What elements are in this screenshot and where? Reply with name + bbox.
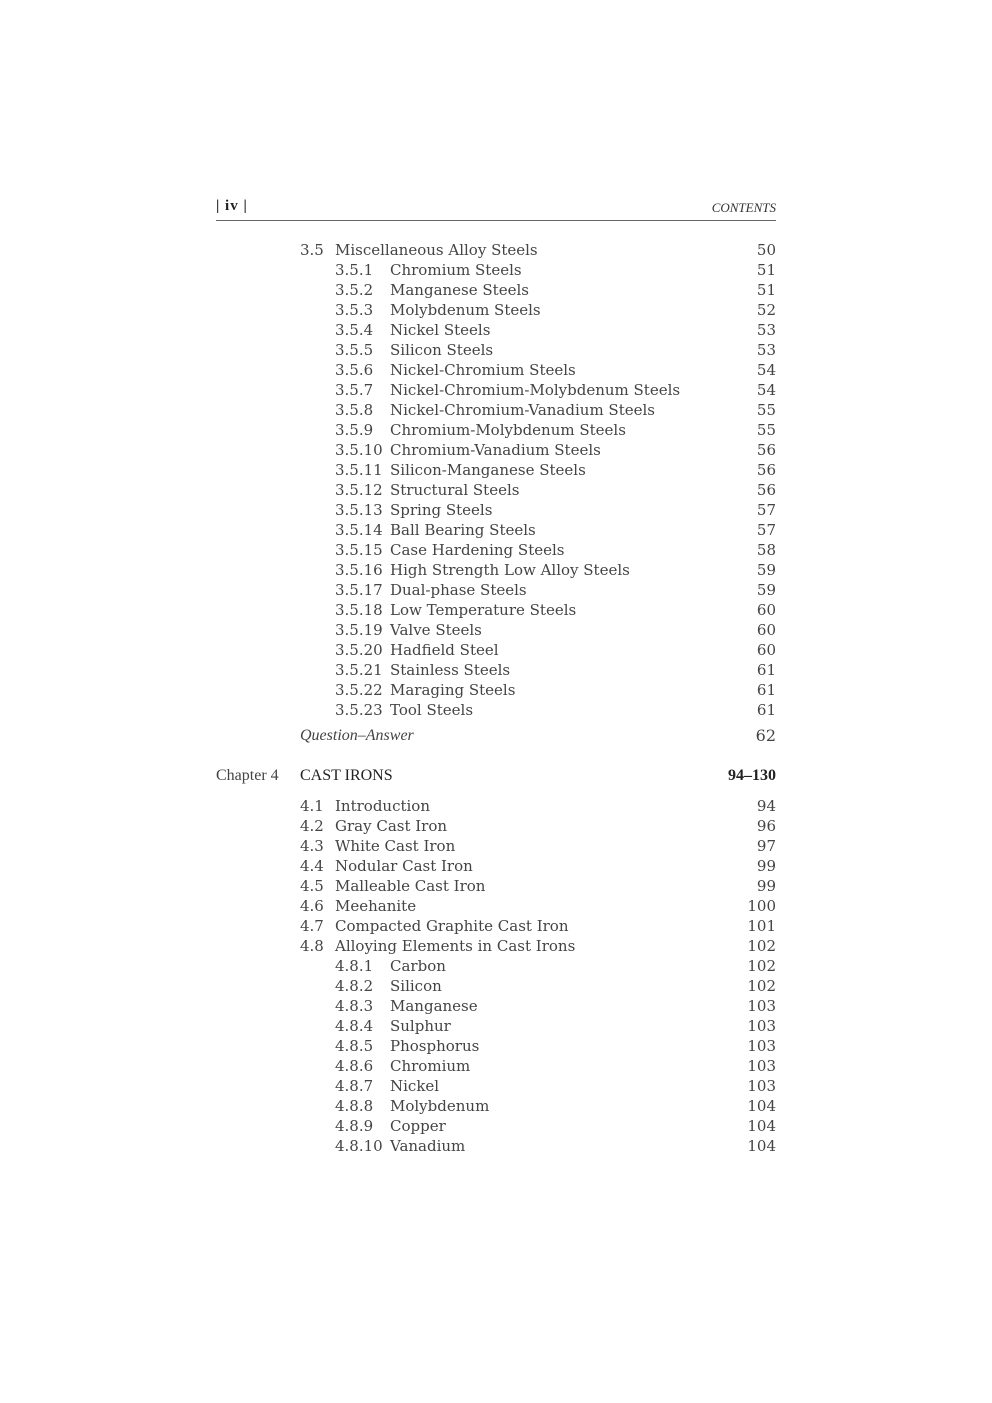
toc-entry xyxy=(0,996,776,1016)
subsection-number: 3.5.18 xyxy=(335,601,383,619)
page-header xyxy=(216,198,776,218)
section-number: 4.5 xyxy=(300,877,324,895)
page-ref: 57 xyxy=(756,501,776,519)
toc-entry xyxy=(0,1016,776,1036)
subsection-number: 3.5.3 xyxy=(335,301,374,319)
page-ref: 99 xyxy=(756,857,776,875)
toc-entry xyxy=(0,1116,776,1136)
qa-title: Question–Answer xyxy=(300,727,414,744)
page-ref: 103 xyxy=(747,1077,776,1095)
page-ref: 102 xyxy=(747,957,776,975)
subsection-number: 3.5.15 xyxy=(335,541,383,559)
toc-entry xyxy=(0,380,776,400)
subsection-title: Maraging Steels xyxy=(390,681,516,699)
subsection-number: 4.8.1 xyxy=(335,957,374,975)
subsection-title: Nickel-Chromium-Vanadium Steels xyxy=(390,401,655,419)
toc-entry xyxy=(0,876,776,896)
page-ref: 102 xyxy=(747,937,776,955)
subsection-title: Valve Steels xyxy=(390,621,482,639)
page-ref: 99 xyxy=(756,877,776,895)
page-ref: 58 xyxy=(756,541,776,559)
section-title: Alloying Elements in Cast Irons xyxy=(335,937,576,955)
toc-entry xyxy=(0,240,776,260)
subsection-title: Dual-phase Steels xyxy=(390,581,527,599)
page-ref: 54 xyxy=(756,381,776,399)
chapter-label: Chapter 4 xyxy=(216,767,279,784)
page-ref: 100 xyxy=(747,897,776,915)
toc-entry xyxy=(0,560,776,580)
page-ref: 60 xyxy=(756,641,776,659)
section-number: 4.7 xyxy=(300,917,324,935)
page-ref: 56 xyxy=(756,441,776,459)
toc-entry xyxy=(0,460,776,480)
page-ref: 60 xyxy=(756,621,776,639)
section-number: 4.2 xyxy=(300,817,324,835)
subsection-number: 3.5.8 xyxy=(335,401,374,419)
chapter-title: CAST IRONS xyxy=(300,767,393,784)
toc-entry xyxy=(0,816,776,836)
subsection-number: 3.5.10 xyxy=(335,441,383,459)
running-title: CONTENTS xyxy=(711,200,776,215)
toc-entry xyxy=(0,796,776,816)
section-title: Malleable Cast Iron xyxy=(335,877,486,895)
toc-entry xyxy=(0,540,776,560)
toc-entry xyxy=(0,620,776,640)
toc-entry xyxy=(0,600,776,620)
toc-entry xyxy=(0,1036,776,1056)
page-ref: 52 xyxy=(756,301,776,319)
toc-entry xyxy=(0,1096,776,1116)
toc-entry xyxy=(0,956,776,976)
subsection-number: 3.5.2 xyxy=(335,281,374,299)
toc-entry xyxy=(0,1076,776,1096)
page-ref: 55 xyxy=(756,421,776,439)
subsection-title: Manganese Steels xyxy=(390,281,529,299)
subsection-title: Chromium Steels xyxy=(390,261,522,279)
toc-entry xyxy=(0,896,776,916)
toc-entry xyxy=(0,660,776,680)
subsection-number: 3.5.4 xyxy=(335,321,374,339)
toc-entry xyxy=(0,280,776,300)
subsection-title: Phosphorus xyxy=(390,1037,480,1055)
toc-entry xyxy=(0,1136,776,1156)
subsection-number: 4.8.6 xyxy=(335,1057,374,1075)
section-title: Miscellaneous Alloy Steels xyxy=(335,241,538,259)
subsection-title: Structural Steels xyxy=(390,481,520,499)
page-ref: 56 xyxy=(756,481,776,499)
section-title: Nodular Cast Iron xyxy=(335,857,473,875)
subsection-number: 3.5.1 xyxy=(335,261,374,279)
subsection-number: 3.5.21 xyxy=(335,661,383,679)
chapter-pages: 94–130 xyxy=(728,767,776,784)
page-ref: 53 xyxy=(756,321,776,339)
subsection-title: Ball Bearing Steels xyxy=(390,521,536,539)
page-ref: 101 xyxy=(747,917,776,935)
page-ref: 103 xyxy=(747,1057,776,1075)
toc-entry xyxy=(0,360,776,380)
subsection-title: Case Hardening Steels xyxy=(390,541,565,559)
page-ref: 96 xyxy=(756,817,776,835)
page-ref: 51 xyxy=(756,261,776,279)
page-ref: 104 xyxy=(747,1137,776,1155)
subsection-title: Nickel-Chromium Steels xyxy=(390,361,576,379)
subsection-title: Tool Steels xyxy=(390,701,474,719)
subsection-number: 3.5.7 xyxy=(335,381,374,399)
toc-entry xyxy=(0,680,776,700)
page-ref: 61 xyxy=(756,701,776,719)
subsection-number: 3.5.12 xyxy=(335,481,383,499)
toc-entry xyxy=(0,916,776,936)
subsection-number: 4.8.7 xyxy=(335,1077,374,1095)
page-ref: 59 xyxy=(756,581,776,599)
subsection-title: Chromium-Molybdenum Steels xyxy=(390,421,626,439)
toc-entry xyxy=(0,480,776,500)
toc-entry xyxy=(0,260,776,280)
subsection-number: 4.8.2 xyxy=(335,977,374,995)
toc-entry xyxy=(0,640,776,660)
section-number: 4.4 xyxy=(300,857,324,875)
page-ref: 102 xyxy=(747,977,776,995)
toc-entry xyxy=(0,340,776,360)
toc-entry xyxy=(0,420,776,440)
page-ref: 50 xyxy=(756,241,776,259)
subsection-title: Vanadium xyxy=(390,1137,466,1155)
subsection-title: Copper xyxy=(390,1117,446,1135)
subsection-title: Silicon Steels xyxy=(390,341,494,359)
subsection-number: 4.8.10 xyxy=(335,1137,383,1155)
subsection-title: Nickel Steels xyxy=(390,321,491,339)
toc-entry xyxy=(0,976,776,996)
subsection-number: 3.5.23 xyxy=(335,701,383,719)
header-rule xyxy=(216,220,776,221)
toc-entry xyxy=(0,856,776,876)
subsection-number: 3.5.16 xyxy=(335,561,383,579)
subsection-number: 4.8.5 xyxy=(335,1037,374,1055)
chapter-heading xyxy=(0,766,776,786)
section-number: 4.3 xyxy=(300,837,324,855)
page-ref: 62 xyxy=(755,726,776,745)
page-ref: 59 xyxy=(756,561,776,579)
subsection-title: High Strength Low Alloy Steels xyxy=(390,561,630,579)
subsection-number: 4.8.8 xyxy=(335,1097,374,1115)
page-ref: 51 xyxy=(756,281,776,299)
toc-entry xyxy=(0,500,776,520)
section-number: 4.8 xyxy=(300,937,324,955)
toc-entry xyxy=(0,1056,776,1076)
subsection-number: 3.5.17 xyxy=(335,581,383,599)
subsection-title: Low Temperature Steels xyxy=(390,601,577,619)
section-title: Compacted Graphite Cast Iron xyxy=(335,917,569,935)
subsection-title: Molybdenum xyxy=(390,1097,490,1115)
page-ref: 55 xyxy=(756,401,776,419)
subsection-title: Silicon xyxy=(390,977,442,995)
section-title: Gray Cast Iron xyxy=(335,817,448,835)
subsection-title: Stainless Steels xyxy=(390,661,511,679)
toc-entry xyxy=(0,836,776,856)
subsection-number: 3.5.11 xyxy=(335,461,383,479)
subsection-title: Chromium-Vanadium Steels xyxy=(390,441,601,459)
subsection-title: Silicon-Manganese Steels xyxy=(390,461,586,479)
section-number: 4.6 xyxy=(300,897,324,915)
section-number: 3.5 xyxy=(300,241,324,259)
page-number: | iv | xyxy=(216,198,248,214)
section-title: White Cast Iron xyxy=(335,837,456,855)
toc-entry xyxy=(0,936,776,956)
subsection-number: 3.5.14 xyxy=(335,521,383,539)
subsection-number: 3.5.19 xyxy=(335,621,383,639)
page-ref: 57 xyxy=(756,521,776,539)
page-ref: 53 xyxy=(756,341,776,359)
page-ref: 103 xyxy=(747,997,776,1015)
subsection-number: 4.8.9 xyxy=(335,1117,374,1135)
subsection-number: 4.8.3 xyxy=(335,997,374,1015)
page-ref: 104 xyxy=(747,1117,776,1135)
page-ref: 56 xyxy=(756,461,776,479)
toc-entry xyxy=(0,320,776,340)
toc-entry xyxy=(0,726,776,746)
page-ref: 94 xyxy=(756,797,776,815)
page-ref: 61 xyxy=(756,681,776,699)
subsection-title: Spring Steels xyxy=(390,501,493,519)
subsection-number: 4.8.4 xyxy=(335,1017,374,1035)
toc-entry xyxy=(0,520,776,540)
subsection-title: Nickel xyxy=(390,1077,440,1095)
subsection-number: 3.5.22 xyxy=(335,681,383,699)
subsection-title: Nickel-Chromium-Molybdenum Steels xyxy=(390,381,681,399)
subsection-title: Hadfield Steel xyxy=(390,641,499,659)
page-ref: 61 xyxy=(756,661,776,679)
toc-entry xyxy=(0,440,776,460)
toc-entry xyxy=(0,580,776,600)
subsection-number: 3.5.6 xyxy=(335,361,374,379)
subsection-number: 3.5.5 xyxy=(335,341,374,359)
page-ref: 60 xyxy=(756,601,776,619)
page-ref: 103 xyxy=(747,1037,776,1055)
toc-entry xyxy=(0,400,776,420)
page-ref: 104 xyxy=(747,1097,776,1115)
toc-entry xyxy=(0,700,776,720)
subsection-number: 3.5.13 xyxy=(335,501,383,519)
section-title: Introduction xyxy=(335,797,430,815)
subsection-number: 3.5.20 xyxy=(335,641,383,659)
subsection-title: Carbon xyxy=(390,957,446,975)
section-title: Meehanite xyxy=(335,897,417,915)
page-ref: 103 xyxy=(747,1017,776,1035)
subsection-number: 3.5.9 xyxy=(335,421,374,439)
section-number: 4.1 xyxy=(300,797,324,815)
page-ref: 54 xyxy=(756,361,776,379)
toc-entry xyxy=(0,300,776,320)
subsection-title: Molybdenum Steels xyxy=(390,301,541,319)
subsection-title: Sulphur xyxy=(390,1017,451,1035)
page-ref: 97 xyxy=(756,837,776,855)
subsection-title: Manganese xyxy=(390,997,478,1015)
subsection-title: Chromium xyxy=(390,1057,471,1075)
